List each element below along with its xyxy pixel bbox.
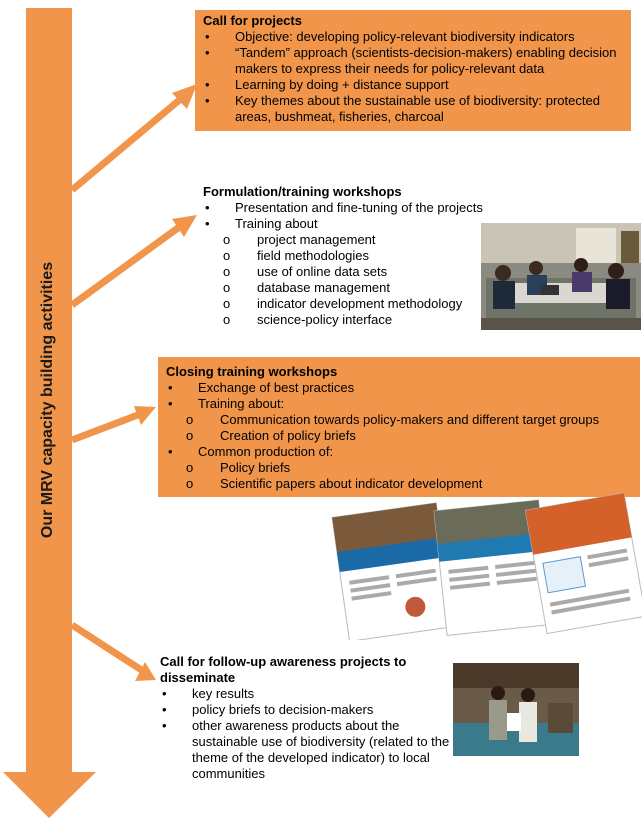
branch-arrow-1: [72, 97, 183, 190]
box3-sublist-a: [166, 412, 640, 444]
call-for-projects-box: [195, 10, 631, 131]
list-item: o field methodologies: [203, 248, 495, 264]
list-item: o Communication towards policy-makers and different target groups: [166, 412, 640, 428]
list-item: • Training about: [203, 216, 495, 232]
list-item: • Presentation and fine-tuning of the projects: [203, 200, 495, 216]
list-item: • key results: [160, 686, 455, 702]
list-item: • Objective: developing policy-relevant biodiversity indicators: [203, 29, 625, 45]
list-item: • other awareness products about the sustainable use of biodiversity (related to the theme of the developed indicator) to local communities: [160, 718, 455, 782]
list-item: • Learning by doing + distance support: [203, 77, 625, 93]
box1-title: Call for projects: [203, 13, 302, 28]
awareness-photo: [453, 663, 579, 756]
box3-title: Closing training workshops: [166, 364, 338, 379]
list-item: o indicator development methodology: [203, 296, 495, 312]
closing-workshops-box: [158, 357, 640, 497]
list-item: • Common production of:: [166, 444, 640, 460]
box2-list: [203, 200, 495, 232]
box3-sublist-b: [166, 460, 640, 492]
main-arrow-head: [3, 772, 96, 818]
workshop-photo: [481, 223, 641, 330]
follow-up-projects-box: [160, 654, 455, 784]
policy-briefs-collage: [330, 490, 642, 640]
list-item: o Policy briefs: [166, 460, 640, 476]
box2-sublist: [203, 232, 495, 328]
list-item: o database management: [203, 280, 495, 296]
list-item: • “Tandem” approach (scientists-decision-makers) enabling decision makers to express their needs for policy-relevant data: [203, 45, 625, 77]
box3-list-a: [166, 380, 640, 412]
box2-title: Formulation/training workshops: [203, 184, 402, 199]
list-item: o use of online data sets: [203, 264, 495, 280]
branch-arrow-2: [72, 225, 182, 305]
list-item: • Exchange of best practices: [166, 380, 640, 396]
list-item: o Scientific papers about indicator development: [166, 476, 640, 492]
box1-list: [203, 29, 625, 125]
branch-arrow-3: [72, 413, 143, 440]
list-item: • Training about:: [166, 396, 640, 412]
formulation-workshops-box: [195, 184, 495, 334]
side-label: Our MRV capacity building activities: [39, 261, 56, 539]
box4-title: Call for follow-up awareness projects to disseminate: [160, 654, 407, 685]
box3-list-b: [166, 444, 640, 460]
list-item: o science-policy interface: [203, 312, 495, 328]
list-item: • policy briefs to decision-makers: [160, 702, 455, 718]
list-item: o Creation of policy briefs: [166, 428, 640, 444]
box4-list: [160, 686, 455, 782]
branch-arrow-4: [72, 625, 143, 671]
list-item: o project management: [203, 232, 495, 248]
list-item: • Key themes about the sustainable use of biodiversity: protected areas, bushmeat, fisheries, charcoal: [203, 93, 625, 125]
